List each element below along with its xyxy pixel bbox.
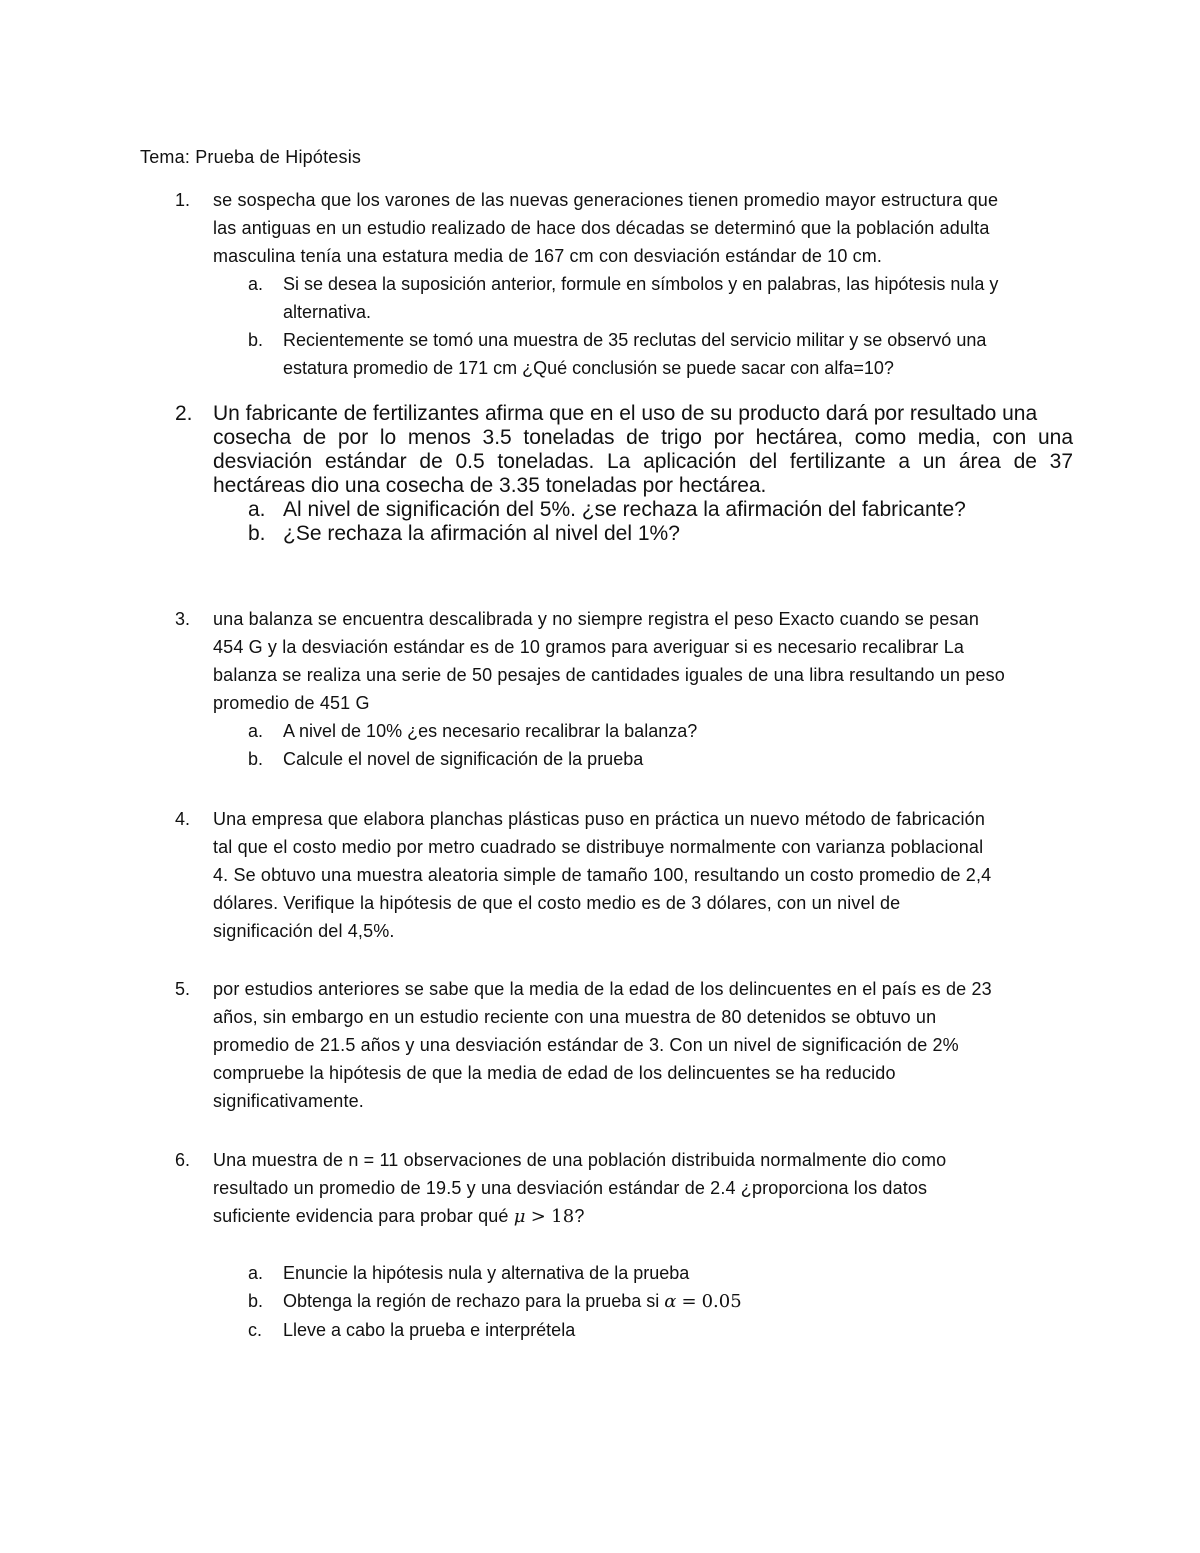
sub-text-line: Lleve a cabo la prueba e interprétela (283, 1320, 576, 1340)
sub-text-line: Recientemente se tomó una muestra de 35 reclutas del servicio militar y se observó una (283, 330, 987, 350)
statement-line (213, 1202, 1080, 1231)
statement-line: masculina tenía una estatura media de 167 cm con desviación estándar de 10 cm. (213, 246, 883, 266)
sub-text-line: Enuncie la hipótesis nula y alternativa de la prueba (283, 1263, 690, 1283)
sub-label: b. (248, 749, 264, 769)
statement-line: compruebe la hipótesis de que la media de edad de los delincuentes se ha reducido (213, 1063, 896, 1083)
statement-line: se sospecha que los varones de las nuevas generaciones tienen promedio mayor estructura que (213, 190, 999, 210)
statement-line: promedio de 21.5 años y una desviación estándar de 3. Con un nivel de significación de 2% (213, 1035, 959, 1055)
document-title: Tema: Prueba de Hipótesis (140, 147, 362, 167)
statement-line: 4. Se obtuvo una muestra aleatoria simple de tamaño 100, resultando un costo promedio de 2,4 (213, 865, 992, 885)
exercise-statement (213, 402, 1080, 498)
sub-label: b. (248, 522, 266, 545)
statement-line: 454 G y la desviación estándar es de 10 gramos para averiguar si es necesario recalibrar La (213, 637, 965, 657)
sub-question-b (213, 522, 1080, 546)
sub-label: c. (248, 1320, 263, 1340)
sub-question-a (213, 270, 1080, 326)
statement-line: una balanza se encuentra descalibrada y no siempre registra el peso Exacto cuando se pesan (213, 609, 979, 629)
sub-question-b (213, 745, 1080, 773)
sub-label: b. (248, 1291, 264, 1311)
math-value: 18 (551, 1206, 575, 1227)
math-operator: > (530, 1206, 546, 1227)
exercise-number: 3. (175, 609, 191, 629)
statement-line: Una empresa que elabora planchas plásticas puso en práctica un nuevo método de fabricación (213, 809, 985, 829)
sub-label: b. (248, 330, 264, 350)
statement-line: significación del 4,5%. (213, 921, 395, 941)
sub-label: a. (248, 721, 264, 741)
exercise-number: 5. (175, 979, 191, 999)
exercise-5 (140, 975, 1080, 1115)
exercise-number: 4. (175, 809, 191, 829)
statement-line: balanza se realiza una serie de 50 pesajes de cantidades iguales de una libra resultando un peso (213, 665, 1005, 685)
exercise-statement (213, 805, 1080, 945)
sub-label: a. (248, 498, 266, 521)
statement-text: suficiente evidencia para probar qué (213, 1206, 509, 1226)
math-value: 0.05 (701, 1291, 742, 1312)
sub-question-b (213, 326, 1080, 382)
math-alpha: α (664, 1291, 677, 1312)
exercise-1 (140, 186, 1080, 382)
exercise-statement (213, 605, 1080, 717)
statement-line: desviación estándar de 0.5 toneladas. La aplicación del fertilizante a un área de 37 (213, 450, 1073, 473)
sub-text-line: Si se desea la suposición anterior, formule en símbolos y en palabras, las hipótesis nula y (283, 274, 999, 294)
sub-label: a. (248, 274, 264, 294)
exercise-2 (140, 402, 1080, 546)
statement-line: por estudios anteriores se sabe que la media de la edad de los delincuentes en el país es de 23 (213, 979, 992, 999)
statement-line: Una muestra de n = 11 observaciones de una población distribuida normalmente dio como (213, 1150, 947, 1170)
exercise-statement (213, 975, 1080, 1115)
sub-questions (213, 717, 1080, 773)
sub-questions (213, 270, 1080, 382)
exercise-6 (140, 1146, 1080, 1344)
sub-text-line: A nivel de 10% ¿es necesario recalibrar la balanza? (283, 721, 698, 741)
statement-line: Un fabricante de fertilizantes afirma que en el uso de su producto dará por resultado una (213, 402, 1038, 425)
exercise-number: 1. (175, 190, 191, 210)
statement-line: dólares. Verifique la hipótesis de que el costo medio es de 3 dólares, con un nivel de (213, 893, 901, 913)
sub-text-line: ¿Se rechaza la afirmación al nivel del 1%? (283, 522, 680, 545)
statement-line: promedio de 451 G (213, 693, 370, 713)
statement-line: resultado un promedio de 19.5 y una desviación estándar de 2.4 ¿proporciona los datos (213, 1178, 928, 1198)
sub-question-a (213, 498, 1080, 522)
exercise-statement (213, 186, 1080, 270)
sub-text-line: alternativa. (283, 302, 372, 322)
exercise-3 (140, 605, 1080, 773)
exercise-number: 2. (175, 402, 193, 425)
exercise-statement (213, 1146, 1080, 1231)
statement-line: las antiguas en un estudio realizado de hace dos décadas se determinó que la población adulta (213, 218, 990, 238)
sub-text: Obtenga la región de rechazo para la prueba si (283, 1291, 660, 1311)
sub-text-line: Al nivel de significación del 5%. ¿se rechaza la afirmación del fabricante? (283, 498, 966, 521)
math-operator: = (681, 1291, 697, 1312)
sub-questions (213, 498, 1080, 546)
statement-line: años, sin embargo en un estudio reciente con una muestra de 80 detenidos se obtuvo un (213, 1007, 937, 1027)
exercise-4 (140, 805, 1080, 945)
sub-text-line: Calcule el novel de significación de la prueba (283, 749, 644, 769)
math-end: ? (574, 1206, 585, 1226)
math-mu: μ (513, 1206, 526, 1227)
sub-label: a. (248, 1263, 264, 1283)
statement-line: cosecha de por lo menos 3.5 toneladas de trigo por hectárea, como media, con una (213, 426, 1073, 449)
sub-question-c (213, 1316, 1080, 1344)
sub-question-a (213, 1259, 1080, 1287)
statement-line: significativamente. (213, 1091, 364, 1111)
sub-text-line (283, 1287, 1080, 1316)
sub-questions (213, 1259, 1080, 1344)
statement-line: tal que el costo medio por metro cuadrado se distribuye normalmente con varianza poblacional (213, 837, 984, 857)
sub-text-line: estatura promedio de 171 cm ¿Qué conclusión se puede sacar con alfa=10? (283, 358, 894, 378)
statement-line: hectáreas dio una cosecha de 3.35 toneladas por hectárea. (213, 474, 767, 497)
exercise-number: 6. (175, 1150, 191, 1170)
sub-question-a (213, 717, 1080, 745)
sub-question-b (213, 1287, 1080, 1316)
